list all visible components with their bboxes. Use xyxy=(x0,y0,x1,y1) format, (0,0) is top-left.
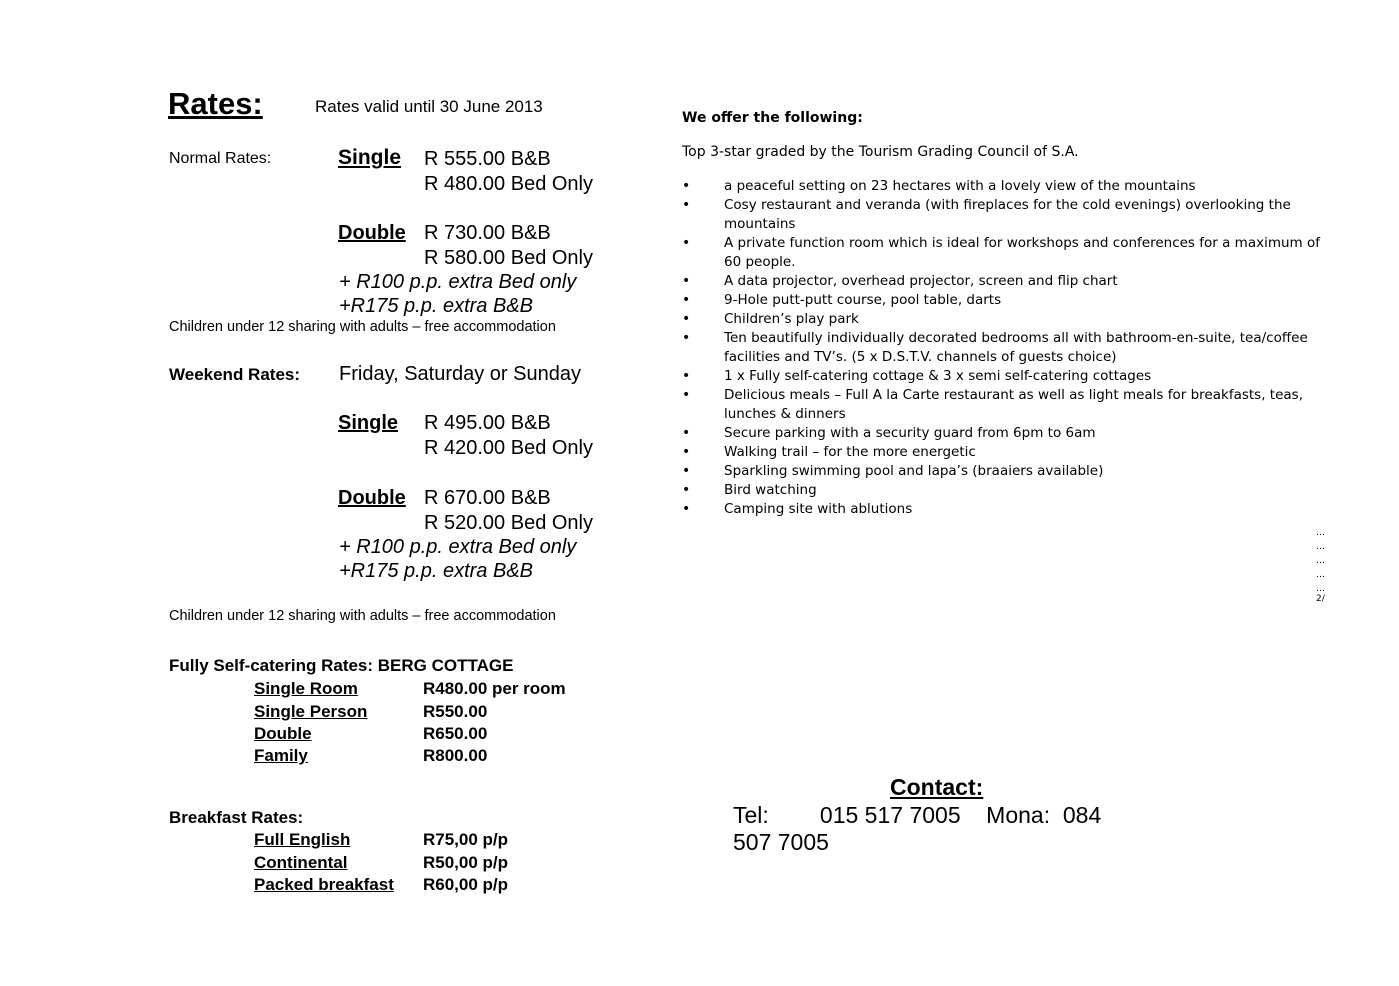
list-item: • Children’s play park xyxy=(682,310,1332,329)
normal-single-label: Single xyxy=(338,146,402,169)
dots-line: … xyxy=(1316,542,1325,552)
cottage-label-double: Double xyxy=(254,724,312,743)
weekend-rates-label: Weekend Rates: xyxy=(169,365,301,384)
list-item: • Sparkling swimming pool and lapa’s (braaiers available) xyxy=(682,462,1332,481)
normal-children-note: Children under 12 sharing with adults – free accommodation xyxy=(169,319,556,335)
cottage-label-single-person: Single Person xyxy=(254,702,368,721)
list-item: • A private function room which is ideal for workshops and conferences for a maximum of 60 people. xyxy=(682,234,1332,272)
contact-heading: Contact: xyxy=(890,774,984,800)
normal-extra-bb: +R175 p.p. extra B&B xyxy=(339,295,534,317)
list-item: • a peaceful setting on 23 hectares with a lovely view of the mountains xyxy=(682,177,1332,196)
breakfast-label-packed: Packed breakfast xyxy=(254,875,394,894)
dots-line: … xyxy=(1316,528,1325,538)
breakfast-price-full-english: R75,00 p/p xyxy=(423,830,509,849)
offer-list xyxy=(682,177,1332,519)
dots-line: … xyxy=(1316,556,1325,566)
list-item: • Camping site with ablutions xyxy=(682,500,1332,519)
dots-line: … xyxy=(1316,570,1325,580)
breakfast-label-continental: Continental xyxy=(254,853,348,872)
breakfast-heading: Breakfast Rates: xyxy=(169,808,304,827)
list-item: • 1 x Fully self-catering cottage & 3 x semi self-catering cottages xyxy=(682,367,1332,386)
cottage-heading: Fully Self-catering Rates: BERG COTTAGE xyxy=(169,656,514,675)
weekend-double-bed: R 520.00 Bed Only xyxy=(424,512,593,534)
weekend-single-label: Single xyxy=(338,412,399,434)
offer-heading: We offer the following: xyxy=(682,110,863,126)
continuation-dots xyxy=(1316,526,1325,606)
cottage-label-single-room: Single Room xyxy=(254,679,358,698)
normal-extra-bed: + R100 p.p. extra Bed only xyxy=(339,271,577,293)
contact-line-2: 507 7005 xyxy=(733,829,829,855)
rates-title: Rates: xyxy=(168,86,263,121)
list-item: • Delicious meals – Full A la Carte restaurant as well as light meals for breakfasts, teas, lunches & dinners xyxy=(682,386,1332,424)
offer-grading: Top 3-star graded by the Tourism Grading Council of S.A. xyxy=(682,144,1079,160)
weekend-extra-bed: + R100 p.p. extra Bed only xyxy=(339,536,577,558)
list-item: • Cosy restaurant and veranda (with fireplaces for the cold evenings) overlooking the mountains xyxy=(682,196,1332,234)
weekend-single-bed: R 420.00 Bed Only xyxy=(424,437,593,459)
cottage-price-single-room: R480.00 per room xyxy=(423,679,566,698)
weekend-single-bb: R 495.00 B&B xyxy=(424,412,551,434)
breakfast-price-continental: R50,00 p/p xyxy=(423,853,509,872)
list-item: • Walking trail – for the more energetic xyxy=(682,443,1332,462)
breakfast-label-full-english: Full English xyxy=(254,830,351,849)
cottage-price-single-person: R550.00 xyxy=(423,702,488,721)
list-item: • 9-Hole putt-putt course, pool table, darts xyxy=(682,291,1332,310)
contact-line-1: Tel: 015 517 7005 Mona: 084 xyxy=(733,802,1102,828)
normal-double-label: Double xyxy=(338,222,406,244)
breakfast-price-packed: R60,00 p/p xyxy=(423,875,509,894)
list-item: • Bird watching xyxy=(682,481,1332,500)
normal-rates-label: Normal Rates: xyxy=(169,150,272,167)
normal-double-bb: R 730.00 B&B xyxy=(424,222,551,244)
weekend-extra-bb: +R175 p.p. extra B&B xyxy=(339,560,534,582)
weekend-double-bb: R 670.00 B&B xyxy=(424,487,551,509)
list-item: • Secure parking with a security guard from 6pm to 6am xyxy=(682,424,1332,443)
normal-single-bb: R 555.00 B&B xyxy=(424,148,551,170)
weekend-double-label: Double xyxy=(338,487,406,509)
rates-valid-note: Rates valid until 30 June 2013 xyxy=(315,97,543,116)
cottage-price-double: R650.00 xyxy=(423,724,488,743)
normal-double-bed: R 580.00 Bed Only xyxy=(424,247,593,269)
normal-single-bed: R 480.00 Bed Only xyxy=(424,173,593,195)
cottage-price-family: R800.00 xyxy=(423,746,488,765)
dots-line: … xyxy=(1316,584,1325,594)
weekend-days: Friday, Saturday or Sunday xyxy=(339,363,581,385)
cottage-label-family: Family xyxy=(254,746,308,765)
list-item: • Ten beautifully individually decorated bedrooms all with bathroom-en-suite, tea/coffee facilities and TV’s. (5 x D.S.T.V. channels of guests choice) xyxy=(682,329,1332,367)
weekend-children-note: Children under 12 sharing with adults – free accommodation xyxy=(169,608,556,624)
page-marker: 2/ xyxy=(1316,594,1325,604)
list-item: • A data projector, overhead projector, screen and flip chart xyxy=(682,272,1332,291)
